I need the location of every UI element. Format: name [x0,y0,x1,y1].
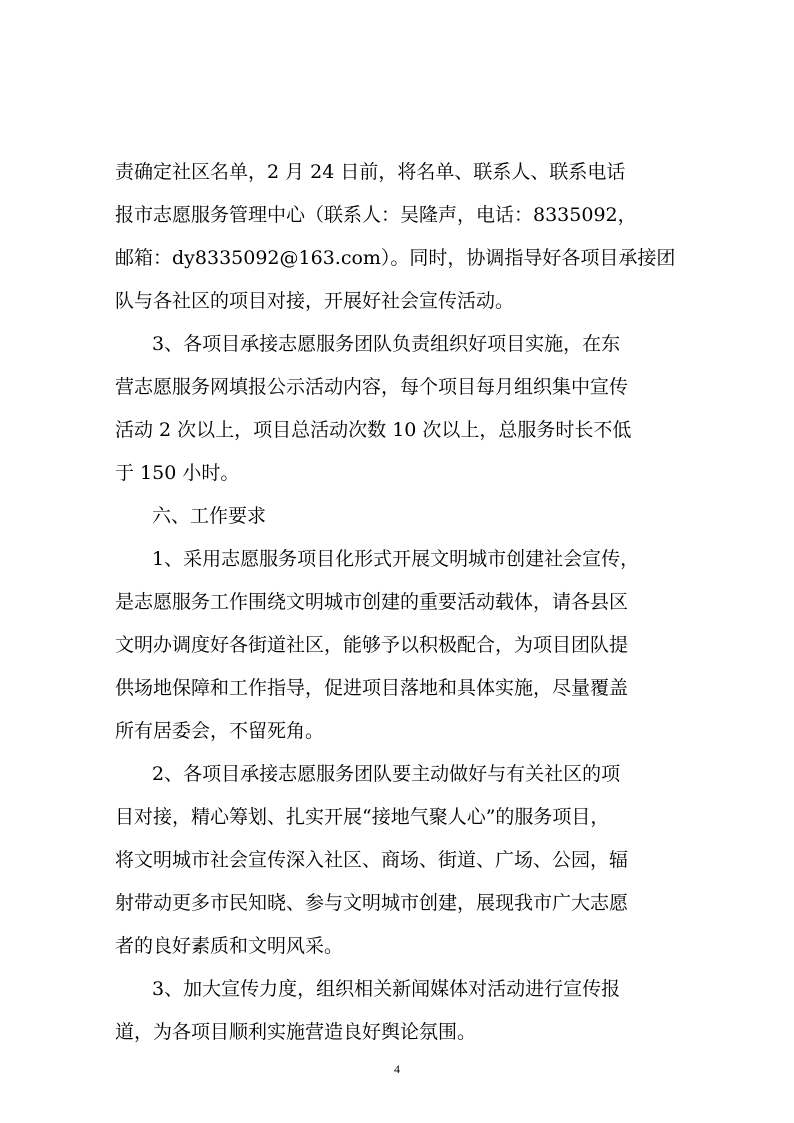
text-line: 3、加大宣传力度，组织相关新闻媒体对活动进行宣传报 [152,978,621,1000]
text-line: 射带动更多市民知晓、参与文明城市创建，展现我市广大志愿 [115,892,629,914]
text-line: 活动 2 次以上，项目总活动次数 10 次以上，总服务时长不低 [115,419,632,441]
text-line: 3、各项目承接志愿服务团队负责组织好项目实施，在东 [152,333,621,355]
section-heading: 六、工作要求 [152,505,267,527]
text-line: 1、采用志愿服务项目化形式开展文明城市创建社会宣传， [152,548,640,570]
text-line: 队与各社区的项目对接，开展好社会宣传活动。 [115,290,515,312]
text-line: 邮箱：dy8335092@163.com）。同时，协调指导好各项目承接团 [115,247,676,269]
text-line: 目对接，精心筹划、扎实开展“接地气聚人心”的服务项目， [115,806,610,828]
text-line: 文明办调度好各街道社区，能够予以积极配合，为项目团队提 [115,634,629,656]
page-number: 4 [394,1062,400,1076]
text-line: 营志愿服务网填报公示活动内容，每个项目每月组织集中宣传 [115,376,629,398]
text-line: 道，为各项目顺利实施营造良好舆论氛围。 [115,1021,477,1043]
text-line: 2、各项目承接志愿服务团队要主动做好与有关社区的项 [152,763,621,785]
text-line: 将文明城市社会宣传深入社区、商场、街道、广场、公园，辐 [115,849,629,871]
text-line: 者的良好素质和文明风采。 [115,935,344,957]
text-line: 责确定社区名单，2 月 24 日前，将名单、联系人、联系电话 [115,161,626,183]
text-line: 所有居委会，不留死角。 [115,720,325,742]
text-line: 于 150 小时。 [115,462,240,484]
text-line: 是志愿服务工作围绕文明城市创建的重要活动载体，请各县区 [115,591,629,613]
text-line: 报市志愿服务管理中心（联系人：吴隆声，电话：8335092， [115,204,637,226]
text-line: 供场地保障和工作指导，促进项目落地和具体实施，尽量覆盖 [115,677,629,699]
